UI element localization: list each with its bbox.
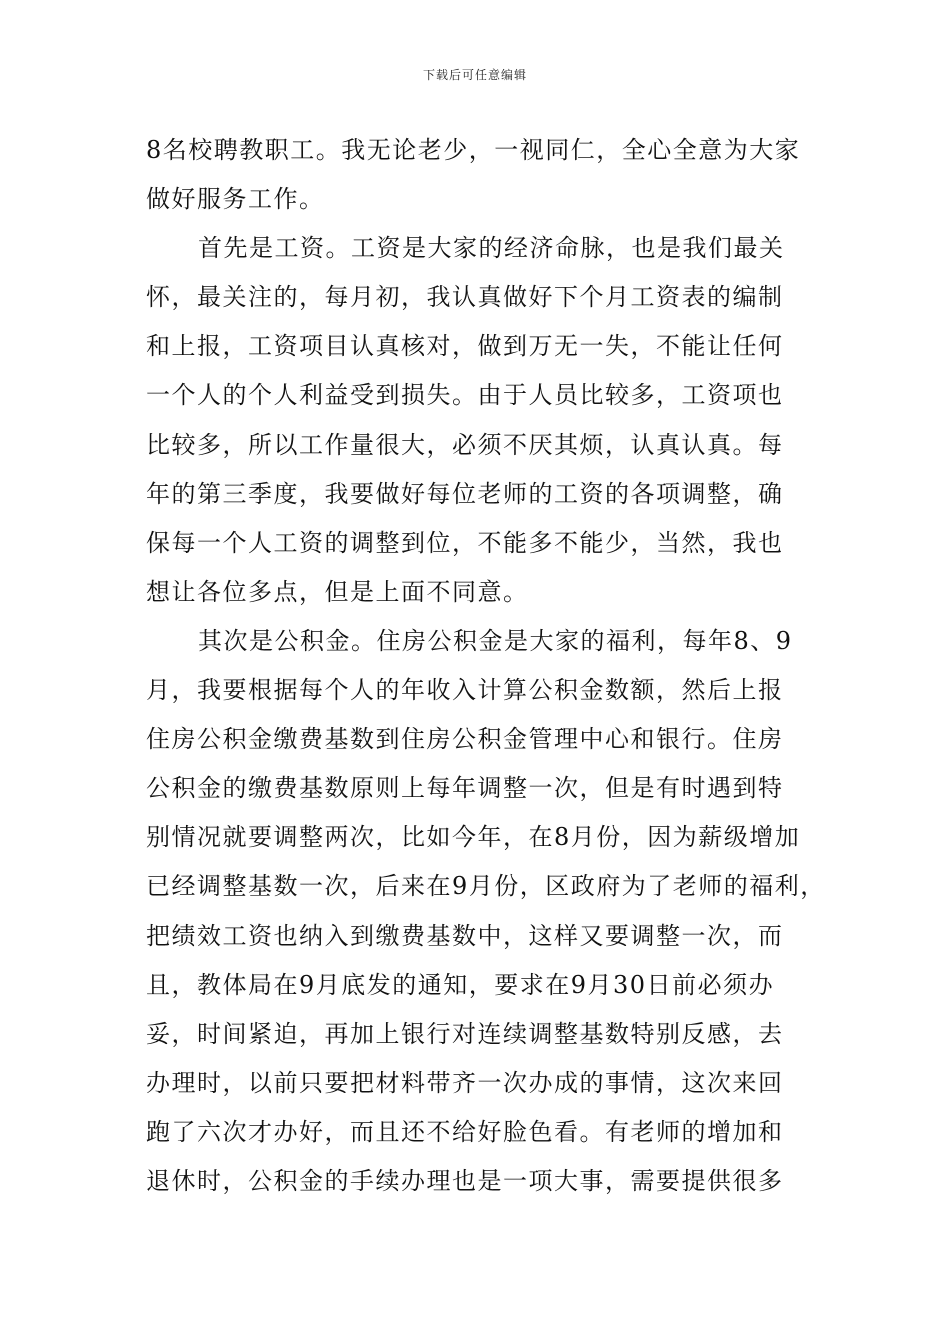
text-line: 已经调整基数一次，后来在9月份，区政府为了老师的福利， [146, 872, 826, 901]
text-line: 把绩效工资也纳入到缴费基数中，这样又要调整一次，而 [146, 921, 784, 950]
page-header: 下载后可任意编辑 [422, 68, 527, 82]
text-line: 且，教体局在9月底发的通知，要求在9月30日前必须办 [146, 970, 775, 999]
text-line: 一个人的个人利益受到损失。由于人员比较多，工资项也 [146, 381, 784, 410]
text-line: 怀，最关注的，每月初，我认真做好下个月工资表的编制 [146, 283, 784, 312]
text-line: 公积金的缴费基数原则上每年调整一次，但是有时遇到特 [146, 774, 784, 803]
text-line: 退休时，公积金的手续办理也是一项大事，需要提供很多 [146, 1166, 784, 1195]
text-line: 保每一个人工资的调整到位，不能多不能少，当然，我也 [146, 528, 784, 557]
text-line: 首先是工资。工资是大家的经济命脉，也是我们最关 [198, 234, 785, 263]
text-line: 其次是公积金。住房公积金是大家的福利，每年8、9 [198, 626, 793, 655]
text-line: 跑了六次才办好，而且还不给好脸色看。有老师的增加和 [146, 1117, 784, 1146]
paragraph [146, 126, 810, 224]
text-line: 别情况就要调整两次，比如今年，在8月份，因为薪级增加 [146, 823, 801, 852]
text-line: 月，我要根据每个人的年收入计算公积金数额，然后上报 [146, 676, 784, 705]
text-line: 年的第三季度，我要做好每位老师的工资的各项调整，确 [146, 479, 784, 508]
text-line: 做好服务工作。 [146, 185, 325, 214]
paragraph [146, 224, 810, 617]
text-line: 住房公积金缴费基数到住房公积金管理中心和银行。住房 [146, 725, 784, 754]
text-line: 妥，时间紧迫，再加上银行对连续调整基数特别反感，去 [146, 1019, 784, 1048]
text-line: 8名校聘教职工。我无论老少，一视同仁，全心全意为大家 [146, 136, 801, 164]
text-line: 想让各位多点，但是上面不同意。 [146, 577, 529, 606]
text-line: 办理时，以前只要把材料带齐一次办成的事情，这次来回 [146, 1068, 784, 1097]
text-line: 比较多，所以工作量很大，必须不厌其烦，认真认真。每 [146, 430, 784, 459]
text-line: 和上报，工资项目认真核对，做到万无一失，不能让任何 [146, 332, 784, 361]
paragraph [146, 617, 826, 1206]
document-body [146, 126, 826, 1206]
